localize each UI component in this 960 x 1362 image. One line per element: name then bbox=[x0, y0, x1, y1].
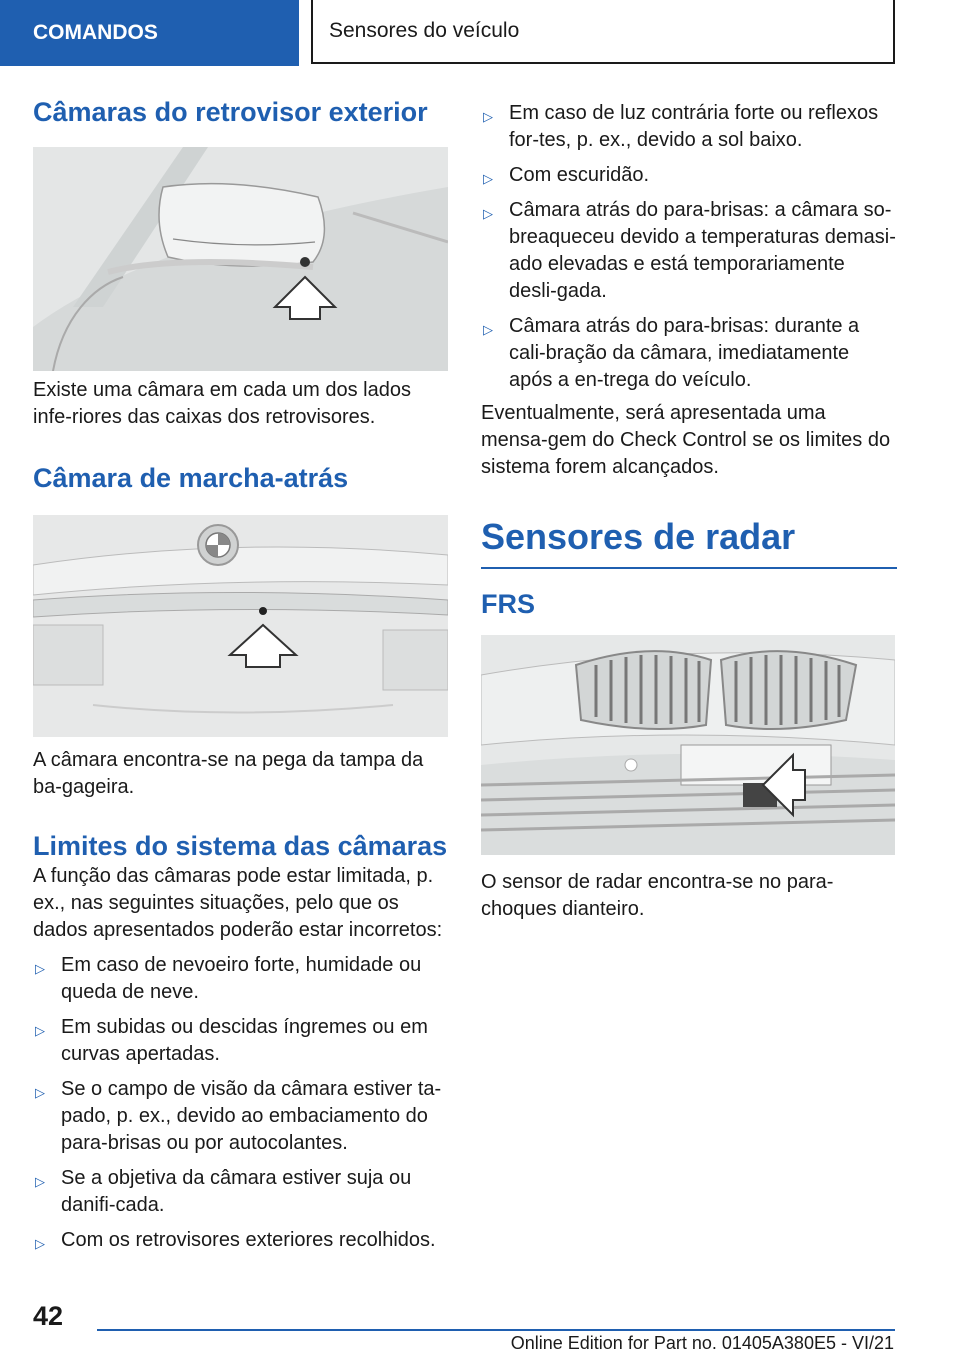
bullet-triangle-icon: ▷ bbox=[35, 1085, 45, 1100]
bullet-triangle-icon: ▷ bbox=[483, 322, 493, 337]
mirror-cameras-text: Existe uma câmara em cada um dos lados infe-riores das caixas dos retrovisores. bbox=[33, 379, 411, 428]
bullet-triangle-icon: ▷ bbox=[483, 206, 493, 221]
bullet-triangle-icon: ▷ bbox=[483, 109, 493, 124]
list-item: ▷ Com escuridão. bbox=[481, 162, 897, 189]
camera-limits-list bbox=[33, 952, 449, 1254]
radar-sensor-text: O sensor de radar encontra-se no para-choques dianteiro. bbox=[481, 871, 834, 920]
footer-edition: Online Edition for Part no. 01405A380E5 - VI/21 bbox=[510, 1333, 894, 1353]
list-item: ▷ Em caso de nevoeiro forte, humidade ou queda de neve. bbox=[35, 954, 422, 1003]
rear-camera-illustration bbox=[33, 515, 448, 737]
bullet-triangle-icon: ▷ bbox=[483, 171, 493, 186]
list-item: ▷ Em subidas ou descidas íngremes ou em curvas apertadas. bbox=[35, 1016, 428, 1065]
section-rule bbox=[481, 567, 897, 569]
bullet-triangle-icon: ▷ bbox=[35, 1174, 45, 1189]
heading-radar-sensors: Sensores de radar bbox=[481, 516, 796, 557]
chapter-title: Sensores do veículo bbox=[329, 19, 520, 42]
right-column bbox=[481, 100, 897, 923]
rear-camera-text: A câmara encontra-se na pega da tampa da ba-gageira. bbox=[33, 749, 424, 798]
list-item: ▷ Câmara atrás do para-brisas: a câmara so-breaqueceu devido a temperaturas demasi-ado elevadas e está temporariamente desli-gada. bbox=[483, 199, 896, 302]
left-column bbox=[33, 95, 449, 1254]
list-item: ▷ Com os retrovisores exteriores recolhidos. bbox=[33, 1227, 449, 1254]
bullet-triangle-icon: ▷ bbox=[35, 961, 45, 976]
heading-mirror-cameras: Câmaras do retrovisor exterior bbox=[33, 97, 428, 127]
camera-limits-intro: A função das câmaras pode estar limitada, p. ex., nas seguintes situações, pelo que os dados apresentados poderão estar incorretos: bbox=[33, 865, 443, 941]
section-label: COMANDOS bbox=[33, 21, 158, 44]
list-item: ▷ Em caso de luz contrária forte ou reflexos for-tes, p. ex., devido a sol baixo. bbox=[483, 102, 879, 151]
camera-limits-list-continued bbox=[481, 100, 897, 394]
footer-rule bbox=[97, 1329, 895, 1331]
heading-frs: FRS bbox=[481, 589, 535, 619]
radar-sensor-illustration bbox=[481, 635, 895, 855]
check-control-text: Eventualmente, será apresentada uma mensa-gem do Check Control se os limites do sistema forem alcançados. bbox=[481, 402, 891, 478]
list-item: ▷ Câmara atrás do para-brisas: durante a cali-bração da câmara, imediatamente após a en-trega do veículo. bbox=[483, 315, 860, 391]
heading-rear-camera: Câmara de marcha-atrás bbox=[33, 463, 349, 493]
heading-camera-limits: Limites do sistema das câmaras bbox=[33, 831, 448, 861]
bullet-triangle-icon: ▷ bbox=[35, 1023, 45, 1038]
page-number: 42 bbox=[33, 1301, 64, 1331]
list-item: ▷ Se o campo de visão da câmara estiver ta-pado, p. ex., devido ao embaciamento do para-brisas ou por autocolantes. bbox=[35, 1078, 442, 1154]
bullet-triangle-icon: ▷ bbox=[35, 1236, 45, 1251]
list-item: ▷ Se a objetiva da câmara estiver suja ou danifi-cada. bbox=[35, 1167, 412, 1216]
chapter-header bbox=[311, 0, 895, 64]
section-tab bbox=[0, 0, 299, 66]
mirror-camera-illustration bbox=[33, 147, 448, 371]
